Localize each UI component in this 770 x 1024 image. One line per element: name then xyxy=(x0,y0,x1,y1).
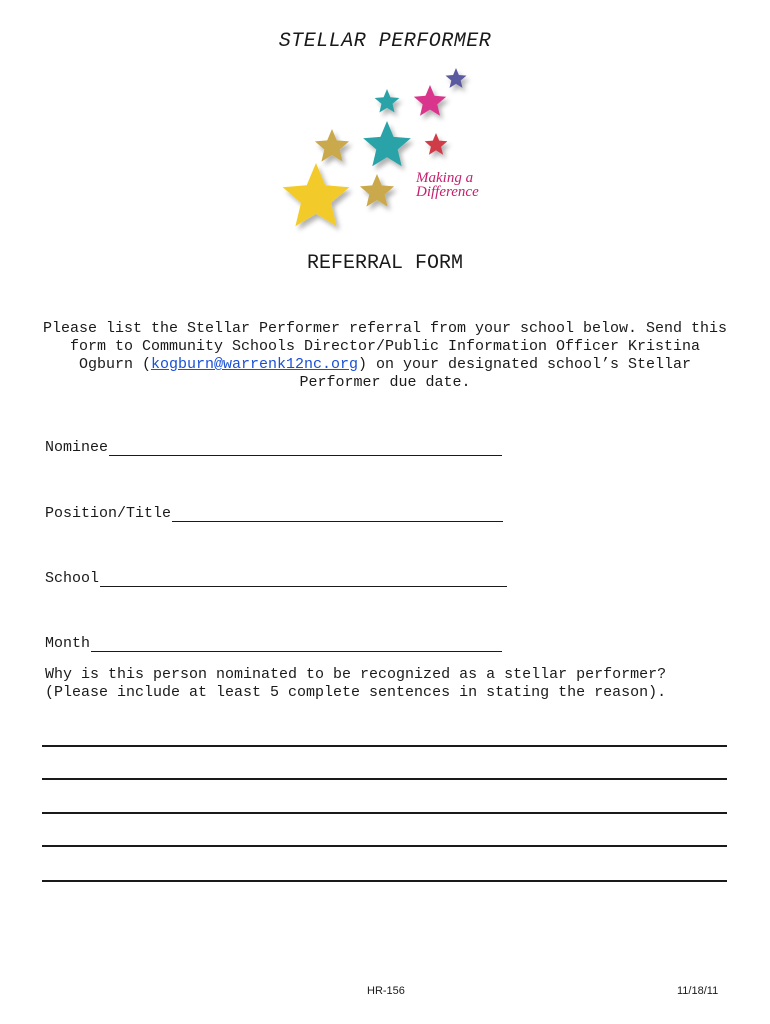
position-label: Position/Title xyxy=(45,505,172,522)
star-icon xyxy=(375,89,400,113)
intro-text-end: ) on your designated school’s Stellar Performer due date. xyxy=(299,356,692,391)
month-input-line[interactable] xyxy=(91,637,502,652)
revision-date: 11/18/11 xyxy=(677,985,719,997)
star-icon xyxy=(283,163,350,226)
reason-answer-line[interactable] xyxy=(42,745,727,747)
school-input-line[interactable] xyxy=(100,572,507,587)
nominee-input-line[interactable] xyxy=(109,441,502,456)
logo-text-line1: Making a xyxy=(416,170,474,186)
position-input-line[interactable] xyxy=(172,507,503,522)
star-icon xyxy=(414,85,446,116)
form-code: HR-156 xyxy=(367,985,405,997)
reason-question-line2: (Please include at least 5 complete sentences in stating the reason). xyxy=(45,684,667,701)
month-label: Month xyxy=(45,635,91,652)
school-label: School xyxy=(45,570,100,587)
logo-text-line2: Difference xyxy=(416,184,479,200)
intro-text-start: Please list the Stellar Performer referral from your school below. Send this form to Community Schools Director/Public Information Officer Kristina Ogburn ( xyxy=(42,320,728,373)
star-icon xyxy=(360,174,394,207)
star-icon xyxy=(425,133,448,155)
nominee-field xyxy=(45,439,502,456)
reason-answer-line[interactable] xyxy=(42,845,727,847)
stars-logo-icon xyxy=(278,62,498,234)
month-field xyxy=(45,635,502,652)
form-heading: REFERRAL FORM xyxy=(306,252,464,275)
email-link[interactable]: kogburn@warrenk12nc.org xyxy=(150,356,358,373)
nominee-label: Nominee xyxy=(45,439,109,456)
star-icon xyxy=(315,129,349,162)
star-icon xyxy=(363,121,411,166)
reason-answer-line[interactable] xyxy=(42,812,727,814)
position-field xyxy=(45,505,503,522)
reason-answer-line[interactable] xyxy=(42,880,727,882)
reason-question-line1: Why is this person nominated to be recognized as a stellar performer? xyxy=(45,666,667,683)
reason-question xyxy=(45,666,735,702)
star-icon xyxy=(446,68,467,88)
reason-answer-line[interactable] xyxy=(42,778,727,780)
document-title: STELLAR PERFORMER xyxy=(278,30,492,53)
school-field xyxy=(45,570,507,587)
intro-paragraph xyxy=(40,320,730,392)
